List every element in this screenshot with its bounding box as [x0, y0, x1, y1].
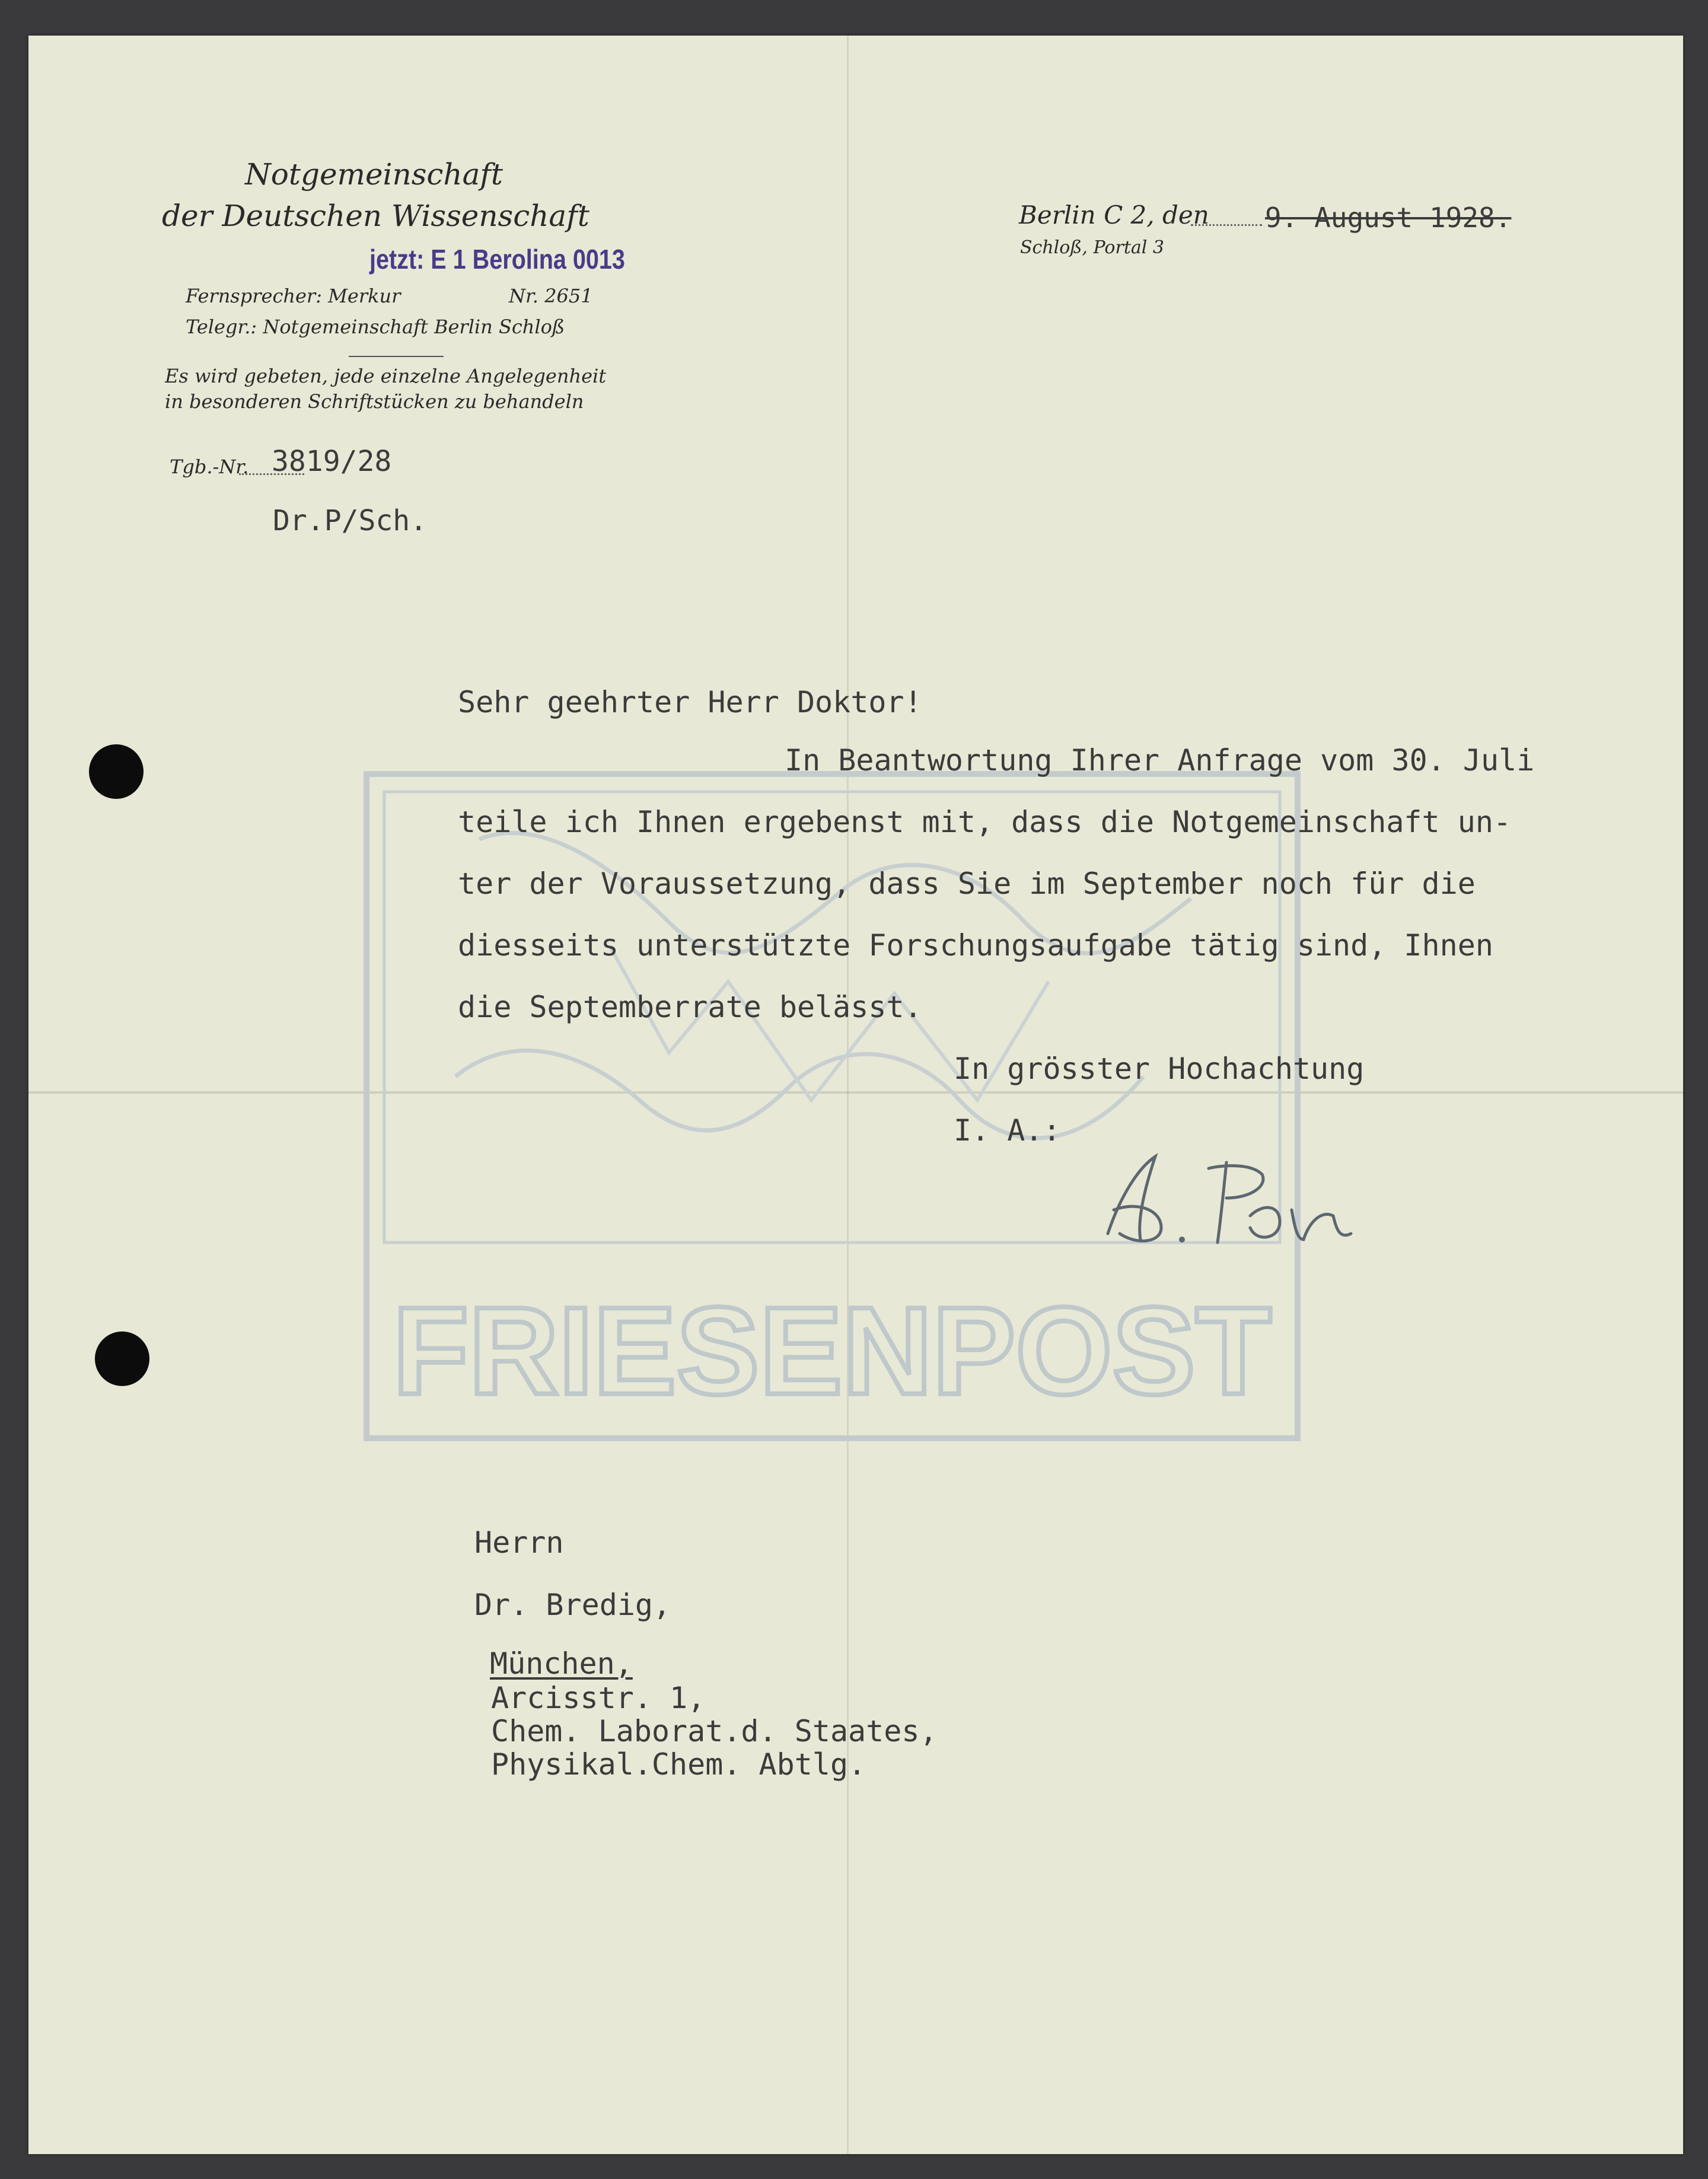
punch-hole-top: [89, 744, 144, 799]
note-line1: Es wird gebeten, jede einzelne Angelegenheit: [165, 365, 607, 387]
org-name-line1: Notgemeinschaft: [245, 157, 504, 192]
org-name-line2: der Deutschen Wissenschaft: [162, 199, 589, 233]
signoff: I. A.:: [954, 1113, 1061, 1148]
telegram-line: Telegr.: Notgemeinschaft Berlin Schloß: [186, 316, 565, 338]
letter-date: 9. August 1928.: [1265, 202, 1512, 234]
punch-hole-bottom: [95, 1331, 149, 1386]
watermark-text: FRIESENPOST: [393, 1281, 1272, 1420]
letterhead-divider: [349, 356, 444, 357]
letter-page: [28, 36, 1683, 2154]
signature: [1072, 1145, 1404, 1257]
recipient-salutation: Herrn: [474, 1525, 564, 1560]
phone-stamp: jetzt: E 1 Berolina 0013: [369, 244, 625, 275]
reference-initials: Dr.P/Sch.: [273, 504, 428, 537]
phone-label: Fernsprecher: Merkur: [186, 285, 401, 307]
closing: In grösster Hochachtung: [954, 1052, 1365, 1086]
phone-number: Nr. 2651: [509, 285, 593, 307]
salutation: Sehr geehrter Herr Doktor!: [458, 685, 922, 719]
body-line-5: die Septemberrate belässt.: [458, 990, 922, 1024]
sender-address: Schloß, Portal 3: [1020, 237, 1164, 258]
body-line-1: In Beantwortung Ihrer Anfrage vom 30. Juli: [785, 743, 1535, 778]
body-line-2: teile ich Ihnen ergebenst mit, dass die Notgemeinschaft un-: [458, 805, 1512, 839]
date-dots: [1191, 224, 1262, 226]
phone-line: [186, 285, 593, 307]
body-line-3: ter der Voraussetzung, dass Sie im September noch für die: [458, 866, 1476, 901]
reference-label: Tgb.-Nr.: [170, 455, 249, 478]
recipient-name: Dr. Bredig,: [474, 1588, 671, 1622]
recipient-institute: Chem. Laborat.d. Staates,: [491, 1714, 938, 1748]
place-label: Berlin C 2, den: [1019, 200, 1209, 230]
recipient-city: München,: [490, 1646, 633, 1681]
body-line-4: diesseits unterstützte Forschungsaufgabe tätig sind, Ihnen: [458, 928, 1493, 963]
recipient-department: Physikal.Chem. Abtlg.: [491, 1747, 866, 1782]
note-line2: in besonderen Schriftstücken zu behandeln: [165, 390, 584, 413]
recipient-street: Arcisstr. 1,: [491, 1681, 706, 1715]
reference-number: 3819/28: [272, 445, 392, 478]
